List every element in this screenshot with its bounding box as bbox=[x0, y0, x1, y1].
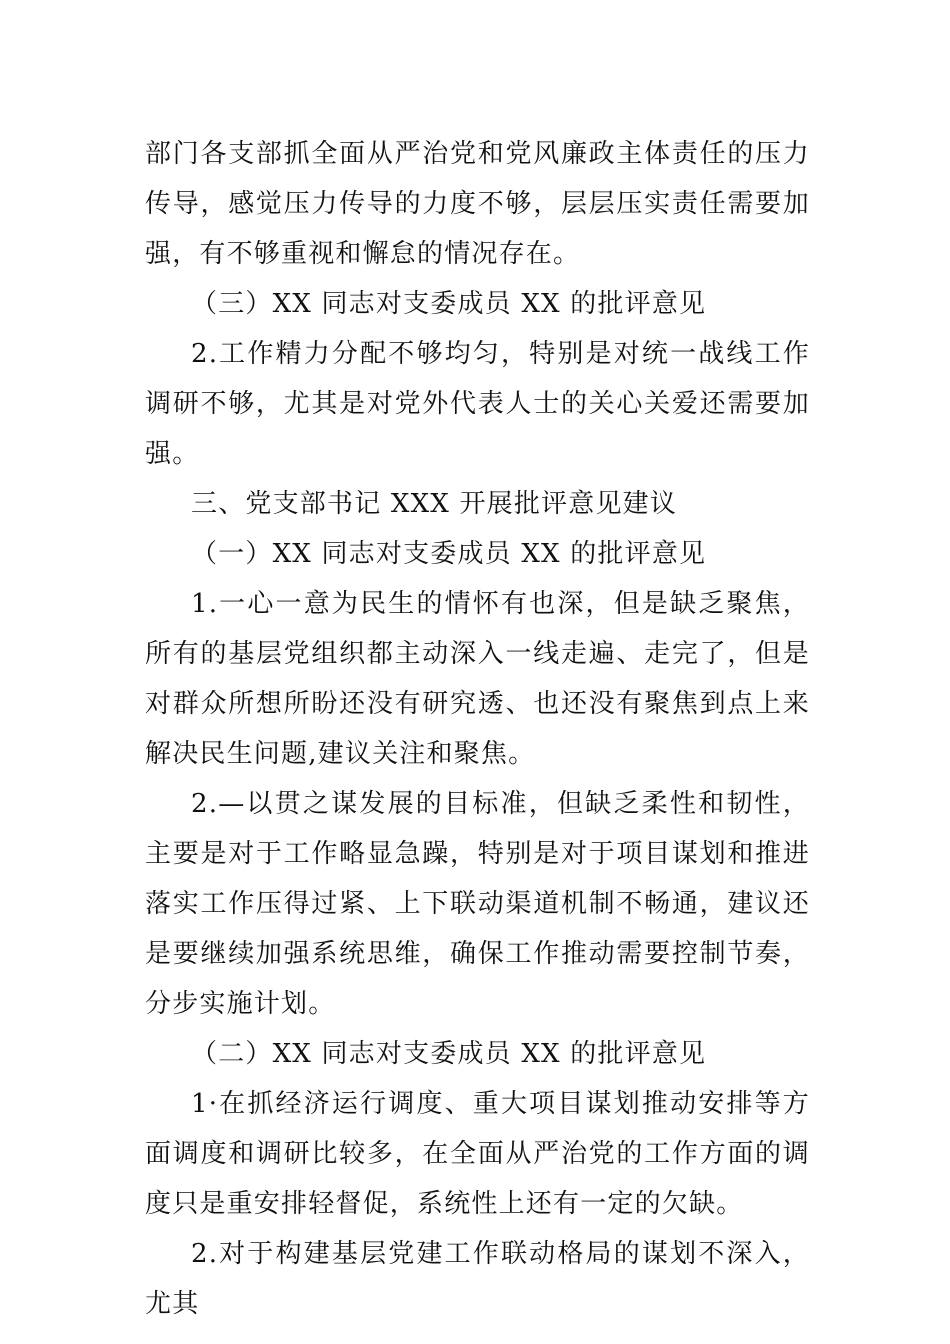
subheading-1: （一）XX 同志对支委成员 XX 的批评意见 bbox=[191, 539, 707, 569]
paragraph-item: 1.一心一意为民生的情怀有也深，但是缺乏聚焦，所有的基层党组织都主动深入一线走遍、走完了，但是对群众所想所盼还没有研究透、也还没有聚焦到点上来解决民生问题,建议关注和聚焦。 bbox=[145, 589, 810, 769]
paragraph-continuation: 部门各支部抓全面从严治党和党风廉政主体责任的压力传导，感觉压力传导的力度不够，层层压实责任需要加强，有不够重视和懈怠的情况存在。 bbox=[145, 139, 810, 269]
document-body bbox=[145, 129, 810, 1329]
paragraph-item: 2.对于构建基层党建工作联动格局的谋划不深入，尤其 bbox=[145, 1239, 810, 1319]
subheading-3: （三）XX 同志对支委成员 XX 的批评意见 bbox=[191, 289, 707, 319]
paragraph-item: 1·在抓经济运行调度、重大项目谋划推动安排等方面调度和调研比较多，在全面从严治党的工作方面的调度只是重安排轻督促，系统性上还有一定的欠缺。 bbox=[145, 1089, 810, 1219]
paragraph-item: 2.—以贯之谋发展的目标准，但缺乏柔性和韧性，主要是对于工作略显急躁，特别是对于项目谋划和推进落实工作压得过紧、上下联动渠道机制不畅通，建议还是要继续加强系统思维，确保工作推动需要控制节奏，分步实施计划。 bbox=[145, 789, 810, 1019]
subheading-2: （二）XX 同志对支委成员 XX 的批评意见 bbox=[191, 1039, 707, 1069]
paragraph-item: 2.工作精力分配不够均匀，特别是对统一战线工作调研不够，尤其是对党外代表人士的关心关爱还需要加强。 bbox=[145, 339, 810, 469]
section-heading-3: 三、党支部书记 XXX 开展批评意见建议 bbox=[191, 489, 678, 519]
